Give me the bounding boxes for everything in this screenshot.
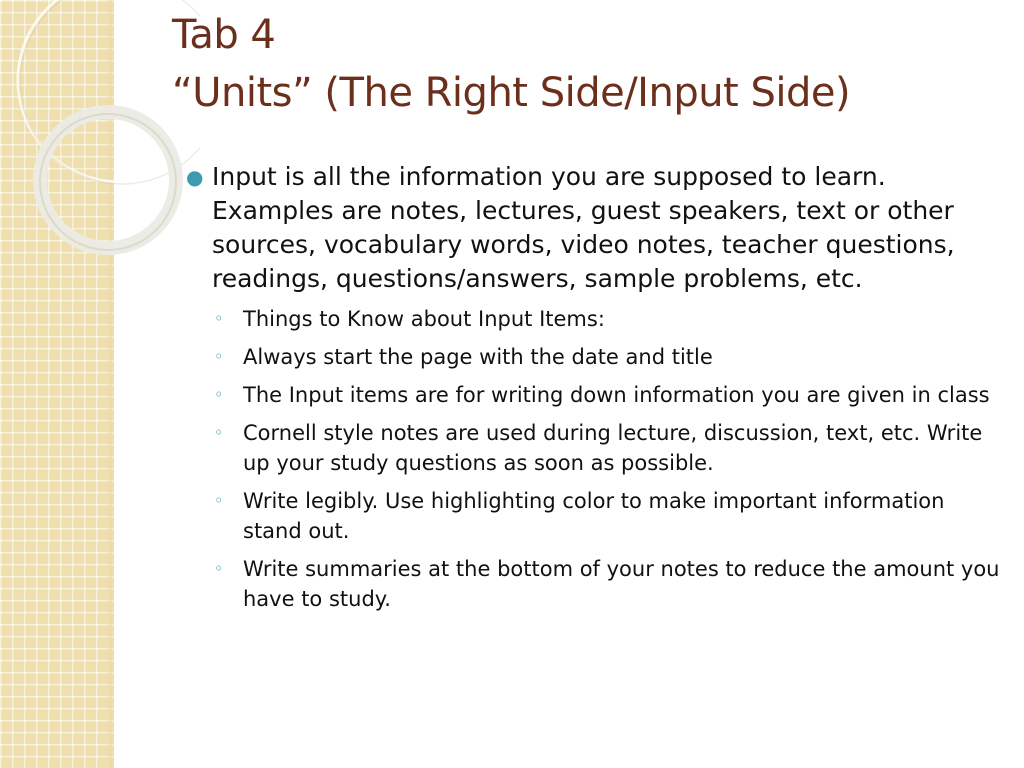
hollow-circle-bullet-icon: ◦ xyxy=(214,309,224,328)
hollow-circle-bullet-icon: ◦ xyxy=(214,423,224,442)
sub-bullet-text: Write legibly. Use highlighting color to make important information stand out. xyxy=(243,489,945,543)
hollow-circle-bullet-icon: ◦ xyxy=(214,347,224,366)
sub-bullet-item xyxy=(212,380,1004,410)
title-line-2: “Units” (The Right Side/Input Side) xyxy=(172,70,851,116)
decorative-rings xyxy=(0,0,200,260)
main-bullet-text: Input is all the information you are supposed to learn. Examples are notes, lectures, guest speakers, text or other sources, vocabulary words, video notes, teacher questions, readings, questions/answers, sample problems, etc. xyxy=(212,162,955,293)
sub-bullet-item xyxy=(212,486,1004,546)
slide-title xyxy=(172,6,1002,122)
sub-bullet-item xyxy=(212,304,1004,334)
slide-content xyxy=(184,160,1004,622)
filled-circle-bullet-icon: ● xyxy=(186,165,204,189)
sub-bullet-text: Write summaries at the bottom of your notes to reduce the amount you have to study. xyxy=(243,557,1000,611)
hollow-circle-bullet-icon: ◦ xyxy=(214,385,224,404)
sub-bullet-item xyxy=(212,342,1004,372)
title-line-1: Tab 4 xyxy=(172,12,276,58)
sub-bullet-text: Things to Know about Input Items: xyxy=(243,307,605,331)
sub-bullet-text: Cornell style notes are used during lecture, discussion, text, etc. Write up your study questions as soon as possible. xyxy=(243,421,983,475)
sub-bullet-item xyxy=(212,554,1004,614)
sub-bullet-text: Always start the page with the date and title xyxy=(243,345,713,369)
main-bullet-item xyxy=(184,160,1004,296)
hollow-circle-bullet-icon: ◦ xyxy=(214,559,224,578)
hollow-circle-bullet-icon: ◦ xyxy=(214,491,224,510)
sub-bullet-list xyxy=(184,304,1004,614)
sub-bullet-item xyxy=(212,418,1004,478)
sub-bullet-text: The Input items are for writing down information you are given in class xyxy=(243,383,990,407)
